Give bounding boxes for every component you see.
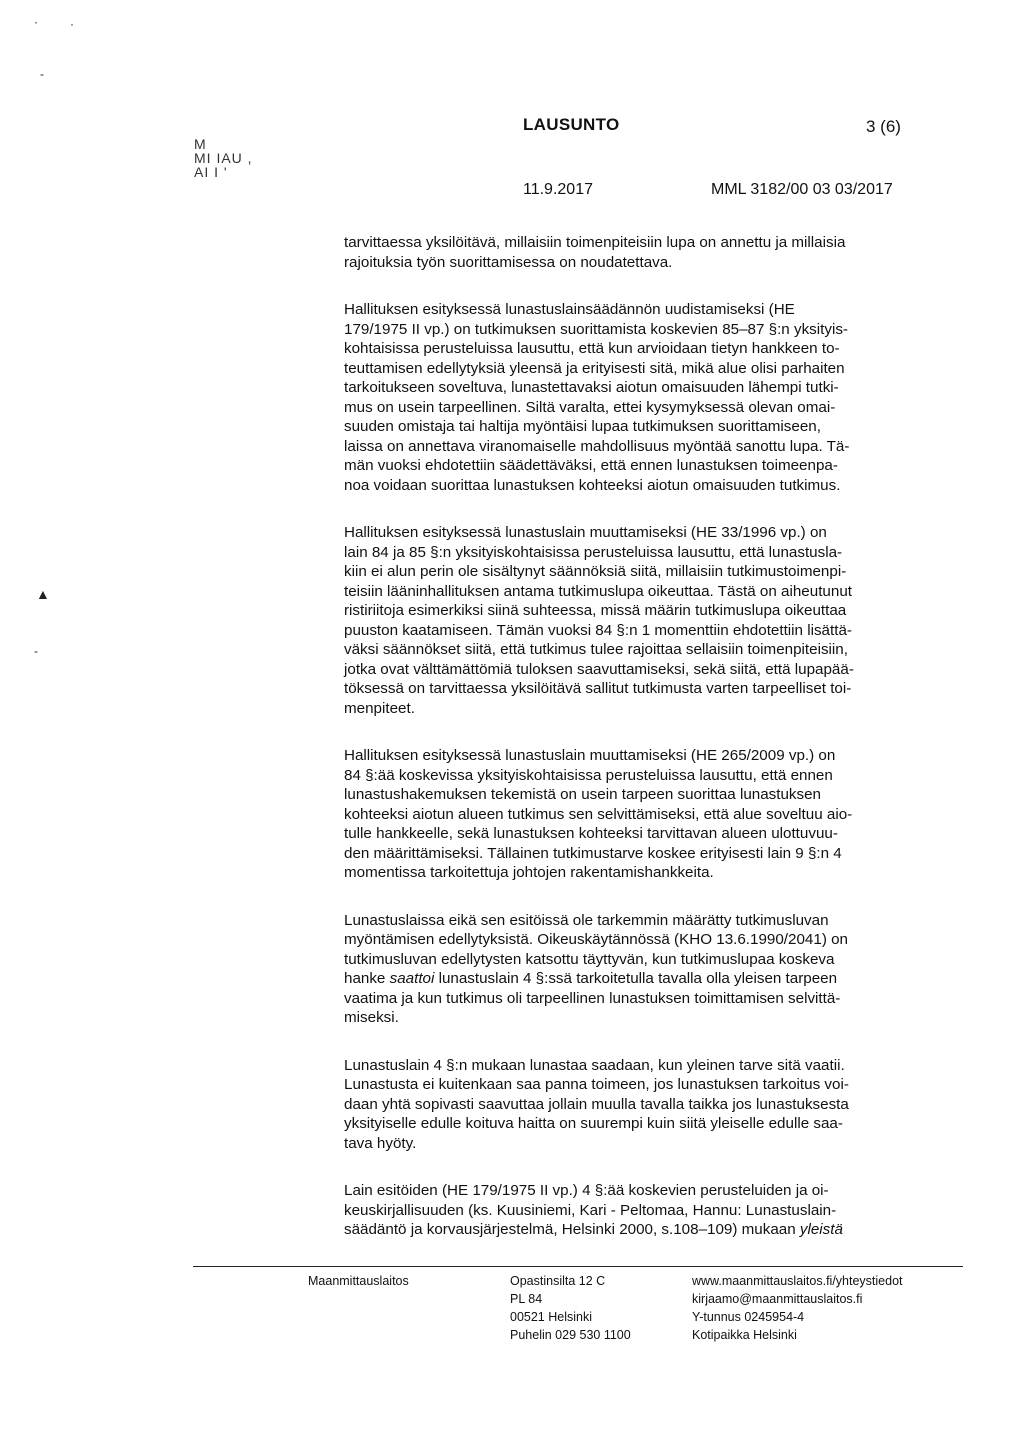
text-line: tava hyöty. [344,1134,417,1152]
text-line: yksityiselle edulle koituva haitta on suurempi kuin siitä yleiselle edulle saa- [344,1115,843,1132]
footer-email-link[interactable]: kirjaamo@maanmittauslaitos.fi [692,1292,863,1306]
text-line: Hallituksen esityksessä lunastuslain muuttamiseksi (HE 33/1996 vp.) on [344,524,827,541]
text-line: vaatima ja kun tutkimus oli tarpeellinen lunastuksen toimittamisen selvittä- [344,989,841,1007]
text-line: kiin ei alun perin ole sisältynyt säännöksiä siitä, millaisiin tutkimustoimenpi- [344,563,847,580]
text-line: tulle hankkeelle, sekä lunastuksen kohteeksi tarvittavan alueen ulottuvuu- [344,825,838,842]
text-line [344,1220,940,1240]
footer-organization [308,1272,409,1290]
scan-mark: - [40,67,44,81]
body-paragraph [344,300,940,495]
footer-contact [692,1272,903,1344]
text-line: tarvittaessa yksilöitävä, millaisiin toimenpiteisiin lupa on annettu ja millaisia [344,234,846,251]
body-paragraph [344,1181,940,1240]
text-line: den määrittämiseksi. Tällainen tutkimustarve koskee erityisesti lain 9 §:n 4 [344,844,842,862]
text-segment: hanke [344,970,390,987]
text-line: noa voidaan suorittaa lunastuksen kohteeksi aiotun omaisuuden tutkimus. [344,476,841,494]
logo-line: AI I ' [194,164,228,180]
document-body [344,233,940,1268]
text-line: 84 §:ää koskevissa yksityiskohtaisissa perusteluissa lausuttu, että ennen [344,766,833,784]
scan-mark: · [70,17,74,31]
text-line: tarkoitukseen soveltuva, lunastettavaksi aiotun omaisuuden lähempi tutki- [344,379,839,396]
footer-line: 00521 Helsinki [510,1310,592,1324]
document-date: 11.9.2017 [523,181,593,198]
document-type: LAUSUNTO [523,115,620,134]
text-line: väksi säännökset siitä, että tutkimus tulee rajoittaa sellaisiin toimenpiteisiin, [344,641,848,658]
footer-address [510,1272,631,1344]
footer-line: PL 84 [510,1292,543,1306]
text-line: kohteeksi aiotun alueen tutkimus sen selvittämiseksi, että alue soveltuu aio- [344,805,853,823]
body-paragraph [344,233,940,272]
body-paragraph [344,746,940,883]
text-line: keuskirjallisuuden (ks. Kuusiniemi, Kari - Peltomaa, Hannu: Lunastuslain- [344,1201,837,1219]
text-line: kohtaisissa perusteluissa lausuttu, että kun arvioidaan tietyn hankkeen to- [344,340,840,357]
text-line: ristiriitoja esimerkiksi siinä suhteessa, missä määrin tutkimuslupa oikeuttaa [344,602,847,619]
text-line: Lunastuslaissa eikä sen esitöissä ole tarkemmin määrätty tutkimusluvan [344,911,829,929]
body-paragraph [344,1056,940,1154]
text-line: teuttamisen edellytyksiä yleensä ja erityisesti sitä, mikä alue olisi parhaiten [344,359,845,377]
logo-line: M [194,136,207,152]
text-line [344,969,940,989]
document-reference: MML 3182/00 03 03/2017 [711,181,893,198]
text-line: tutkimusluvan edellytysten katsottu täyttyvän, kun tutkimuslupaa koskeva [344,950,835,968]
text-line: Hallituksen esityksessä lunastuslain muuttamiseksi (HE 265/2009 vp.) on [344,747,836,764]
text-line: laissa on annettava viranomaiselle mahdollisuus myöntää sanottu lupa. Tä- [344,437,850,455]
text-line: Hallituksen esityksessä lunastuslainsäädännön uudistamiseksi (HE [344,301,795,318]
text-line: rajoituksia työn suorittamisessa on noudatettava. [344,253,673,271]
text-line: menpiteet. [344,699,415,717]
text-line: myöntämisen edellytyksistä. Oikeuskäytännössä (KHO 13.6.1990/2041) on [344,931,848,948]
text-segment: säädäntö ja korvausjärjestelmä, Helsinki 2000, s.108–109) mukaan [344,1221,800,1238]
emphasized-text: saattoi [389,970,435,987]
text-line: mus on usein tarpeellinen. Siltä varalta, ettei kysymyksessä olevan omai- [344,398,836,416]
text-segment: lunastuslain 4 §:ssä tarkoitetulla tavalla olla yleisen tarpeen [434,970,838,987]
page-number: 3 (6) [866,117,901,136]
text-line: lunastushakemuksen tekemistä on usein tarpeen suorittaa lunastuksen [344,786,822,803]
text-line: män vuoksi ehdotettiin säädettäväksi, että ennen lunastuksen toimeenpa- [344,457,838,474]
emphasized-text: yleistä [799,1221,843,1238]
body-paragraph [344,523,940,718]
text-line: puuston kaatamiseen. Tämän vuoksi 84 §:n 1 momenttiin ehdotettiin lisättä- [344,621,852,639]
text-line: momentissa tarkoitettuja johtojen rakentamishankkeita. [344,864,714,881]
footer-line: Puhelin 029 530 1100 [510,1328,631,1342]
text-line: lain 84 ja 85 §:n yksityiskohtaisissa perusteluissa lausuttu, että lunastusla- [344,543,843,561]
footer-line: Y-tunnus 0245954-4 [692,1310,805,1324]
text-line: töksessä on tarvittaessa yksilöitävä sallitut tutkimusta varten tarpeelliset toi- [344,680,852,697]
text-line: Lunastuslain 4 §:n mukaan lunastaa saadaan, kun yleinen tarve sitä vaatii. [344,1056,845,1074]
text-line: Lain esitöiden (HE 179/1975 II vp.) 4 §:ää koskevien perusteluiden ja oi- [344,1182,829,1199]
scan-mark: · [34,15,38,29]
footer-line: Maanmittauslaitos [308,1274,409,1288]
footer-website-link[interactable]: www.maanmittauslaitos.fi/yhteystiedot [692,1274,903,1288]
text-line: 179/1975 II vp.) on tutkimuksen suorittamista koskevien 85–87 §:n yksityis- [344,320,848,338]
scan-mark: ▲ [36,586,50,602]
footer-line: Opastinsilta 12 C [510,1274,606,1288]
footer-line: Kotipaikka Helsinki [692,1328,797,1342]
text-line: suuden omistaja tai haltija myöntäisi lupaa tutkimuksen suorittamiseen, [344,418,821,435]
body-paragraph [344,911,940,1028]
text-line: daan yhtä sopivasti saavuttaa jollain muulla tavalla taikka jos lunastuksesta [344,1095,849,1113]
text-line: miseksi. [344,1009,399,1026]
logo-line: MI IAU , [194,150,253,166]
organization-logo [194,137,253,179]
text-line: Lunastusta ei kuitenkaan saa panna toimeen, jos lunastuksen tarkoitus voi- [344,1076,849,1093]
scan-mark: - [34,644,38,658]
text-line: teisiin lääninhallituksen antama tutkimuslupa oikeuttaa. Tästä on aiheutunut [344,582,852,600]
text-line: jotka ovat välttämättömiä tuloksen saavuttamiseksi, sekä siitä, että lupapää- [344,660,854,678]
footer-divider [193,1266,963,1267]
